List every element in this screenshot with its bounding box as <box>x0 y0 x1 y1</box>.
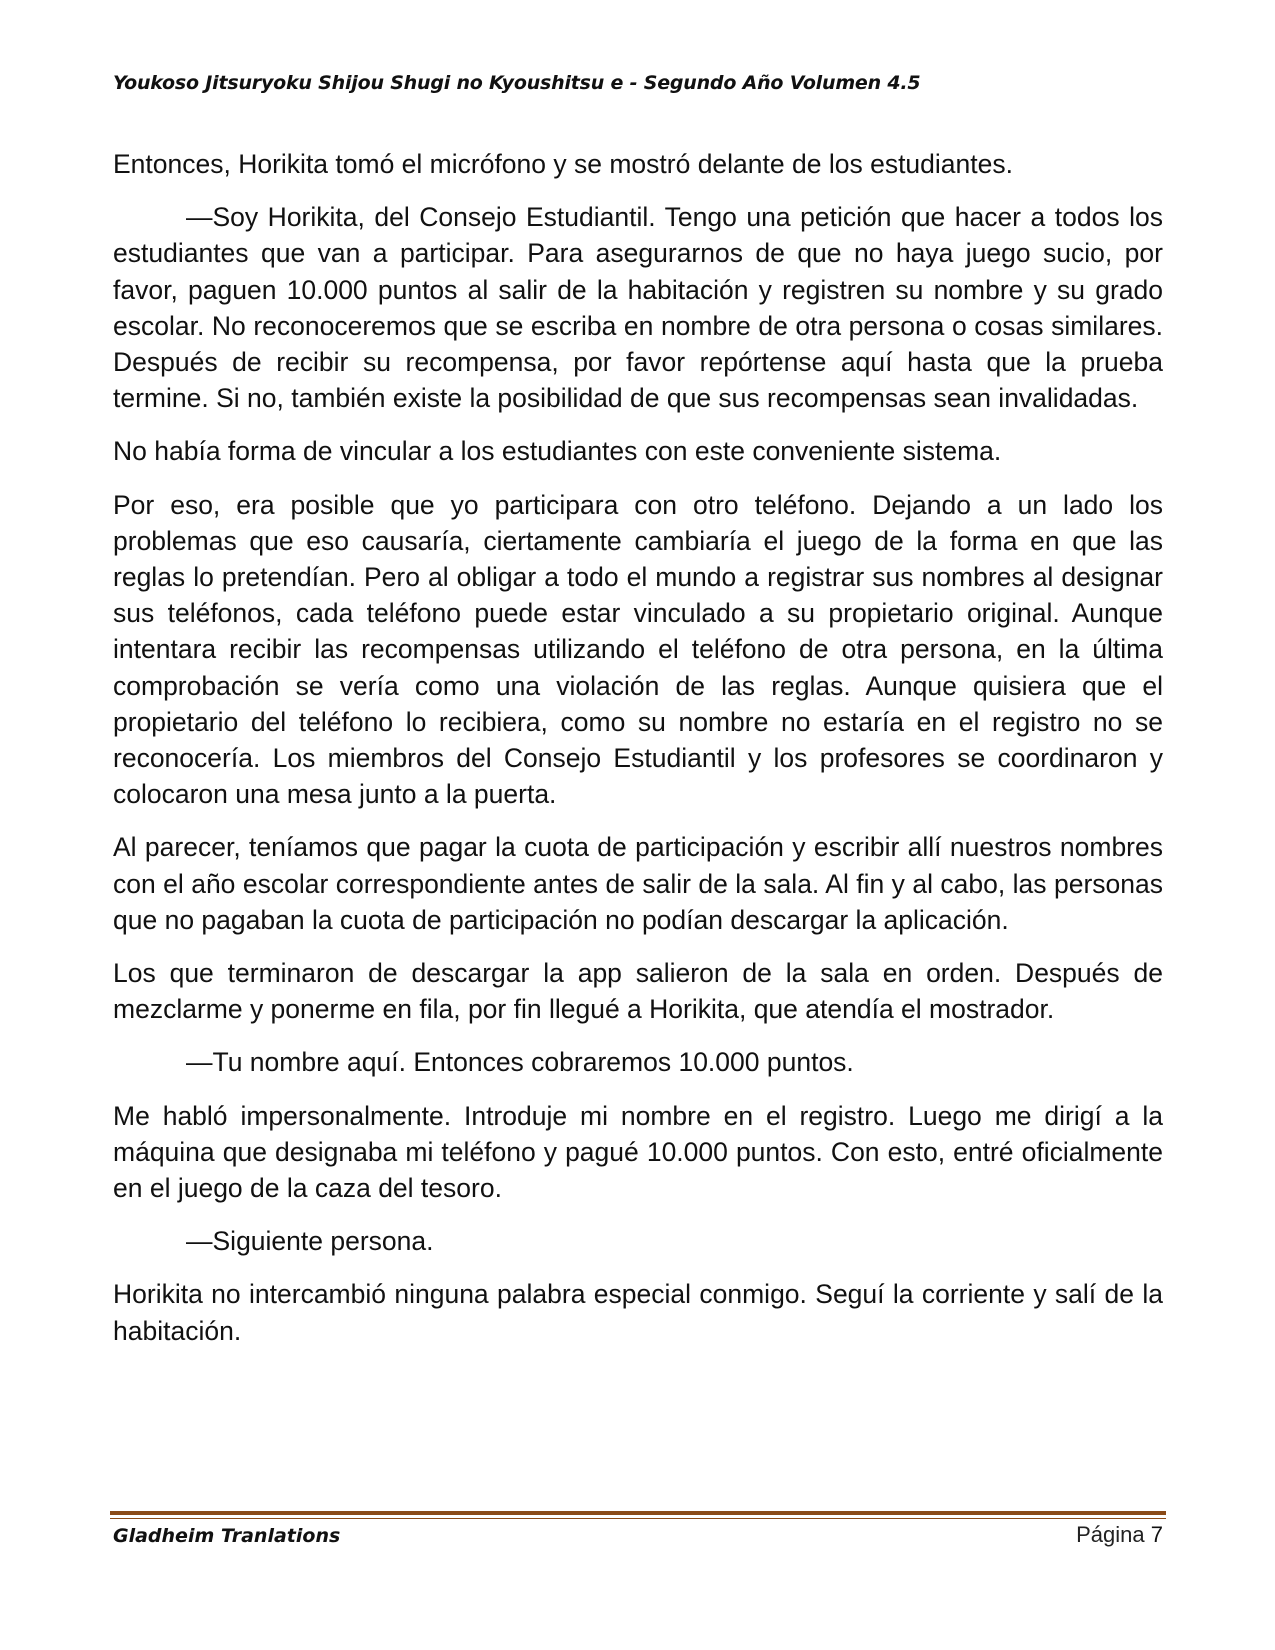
paragraph: Horikita no intercambió ninguna palabra especial conmigo. Seguí la corriente y salí de la habitación. <box>113 1279 1163 1346</box>
running-header: Youkoso Jitsuryoku Shijou Shugi no Kyoushitsu e - Segundo Año Volumen 4.5 <box>113 72 921 94</box>
dialogue-paragraph: —Soy Horikita, del Consejo Estudiantil. Tengo una petición que hacer a todos los estudiantes que van a participar. Para asegurarnos de que no haya juego sucio, por favor, paguen 10.000 puntos al salir de la habitación y registren su nombre y su grado escolar. No reconoceremos que se escriba en nombre de otra persona o cosas similares. Después de recibir su recompensa, por favor repórtense aquí hasta que la prueba termine. Si no, también existe la posibilidad de que sus recompensas sean invalidadas. <box>113 202 1163 414</box>
page-number <box>1076 1522 1163 1548</box>
paragraph: Entonces, Horikita tomó el micrófono y se mostró delante de los estudiantes. <box>113 149 1013 179</box>
footer-credit: Gladheim Tranlations <box>113 1525 341 1547</box>
paragraph: Me habló impersonalmente. Introduje mi nombre en el registro. Luego me dirigí a la máquina que designaba mi teléfono y pagué 10.000 puntos. Con esto, entré oficialmente en el juego de la caza del tesoro. <box>113 1100 1163 1204</box>
dialogue-paragraph: —Tu nombre aquí. Entonces cobraremos 10.000 puntos. <box>186 1047 854 1078</box>
footer-divider-thin <box>110 1518 1166 1519</box>
paragraph: Por eso, era posible que yo participara con otro teléfono. Dejando a un lado los problemas que eso causaría, ciertamente cambiaría el juego de la forma en que las reglas lo pretendían. Pero al obligar a todo el mundo a registrar sus nombres al designar sus teléfonos, cada teléfono puede estar vinculado a su propietario original. Aunque intentara recibir las recompensas utilizando el teléfono de otra persona, en la última comprobación se vería como una violación de las reglas. Aunque quisiera que el propietario del teléfono lo recibiera, como su nombre no estaría en el registro no se reconocería. Los miembros del Consejo Estudiantil y los profesores se coordinaron y colocaron una mesa junto a la puerta. <box>113 489 1163 810</box>
dialogue-paragraph: —Siguiente persona. <box>186 1226 434 1257</box>
footer-divider <box>110 1511 1166 1515</box>
paragraph: Los que terminaron de descargar la app salieron de la sala en orden. Después de mezclarme y ponerme en fila, por fin llegué a Horikita, que atendía el mostrador. <box>113 958 1163 1025</box>
page-number-value: 7 <box>1150 1522 1163 1547</box>
paragraph: Al parecer, teníamos que pagar la cuota de participación y escribir allí nuestros nombres con el año escolar correspondiente antes de salir de la sala. Al fin y al cabo, las personas que no pagaban la cuota de participación no podían descargar la aplicación. <box>113 832 1163 935</box>
paragraph: No había forma de vincular a los estudiantes con este conveniente sistema. <box>113 436 1002 467</box>
body-text <box>113 146 1163 1366</box>
page-label: Página <box>1076 1522 1145 1547</box>
